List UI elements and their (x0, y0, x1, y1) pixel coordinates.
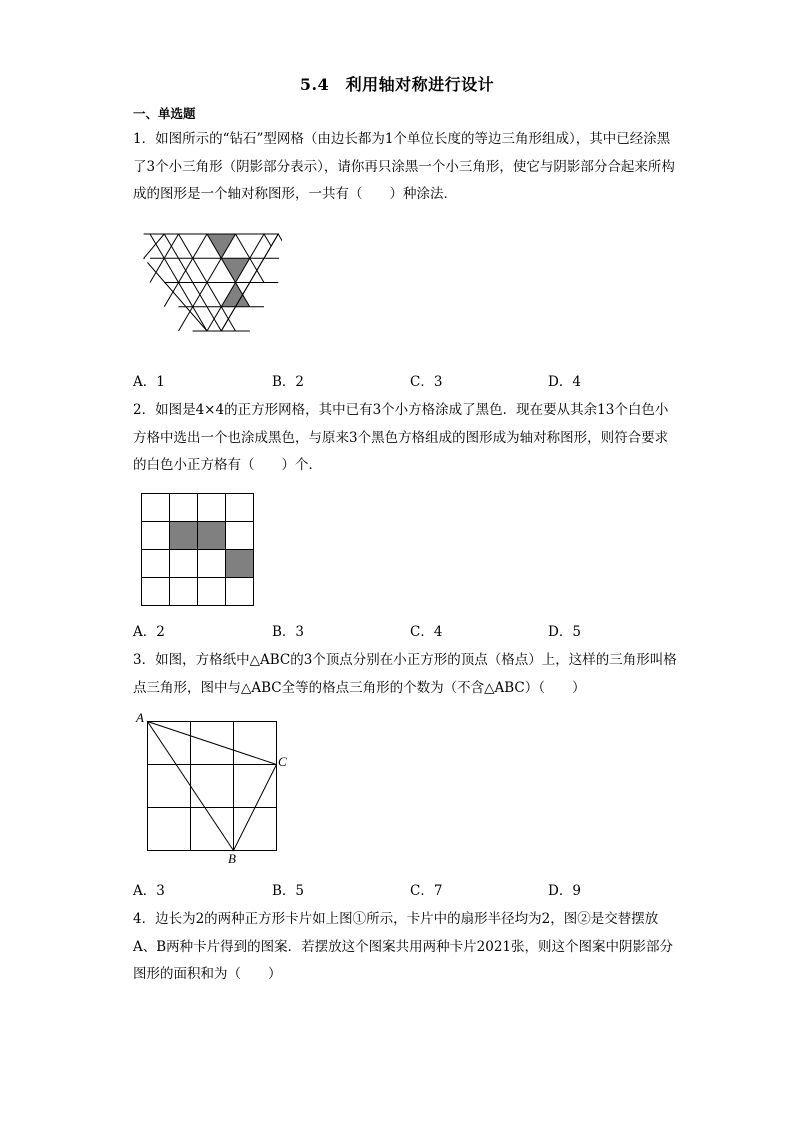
section-heading: 一、单选题 (133, 106, 196, 121)
triangle-abc-grid (130, 710, 300, 868)
option-c: C．3 (410, 374, 443, 390)
shaded-square (226, 550, 254, 578)
grid-outline (148, 722, 277, 851)
question-3-text: 3．如图，方格纸中△ABC的3个顶点分别在小正方形的顶点（格点）上，这样的三角形叫格点三角形，图中与△ABC全等的格点三角形的个数为（不含△ABC）（ ） (133, 652, 677, 696)
option-b: B．5 (272, 883, 305, 899)
option-d: D．4 (548, 374, 581, 390)
option-a: A．3 (133, 883, 165, 899)
question-3-options (133, 879, 678, 899)
triangle-abc (148, 722, 277, 851)
shaded-square (198, 522, 226, 550)
option-a: A．2 (133, 624, 165, 640)
question-1-options (133, 370, 678, 390)
option-b: B．3 (272, 624, 305, 640)
option-b: B．2 (272, 374, 305, 390)
shaded-triangle (221, 258, 250, 282)
question-2-options (133, 620, 678, 640)
shaded-square (170, 522, 198, 550)
shaded-triangle (221, 283, 250, 307)
question-2-text: 2．如图是4×4的正方形网格，其中已有3个小方格涂成了黑色．现在要从其余13个白色小方格中选出一个也涂成黑色，与原来3个黑色方格组成的图形成为轴对称图形，则符合要求的白色小正方格有（ ）个． (133, 402, 669, 473)
option-d: D．5 (548, 624, 581, 640)
shaded-triangle (207, 234, 236, 258)
question-4-text: 4．边长为2的两种正方形卡片如上图①所示，卡片中的扇形半径均为2，图②是交替摆放A、B两种卡片得到的图案．若摆放这个图案共用两种卡片2021张，则这个图案中阴影部分图形的面积和为（ ） (133, 911, 674, 982)
option-a: A．1 (133, 374, 165, 390)
option-d: D．9 (548, 883, 581, 899)
question-1-text: 1．如图所示的“钻石”型网格（由边长都为1个单位长度的等边三角形组成），其中已经涂黑了3个小三角形（阴影部分表示），请你再只涂黑一个小三角形，使它与阴影部分合起来所构成的图形是一个轴对称图形，一共有（ ）种涂法． (133, 131, 675, 202)
vertex-label-b: B (228, 851, 236, 866)
option-c: C．4 (410, 624, 443, 640)
option-c: C．7 (410, 883, 443, 899)
vertex-label-a: A (136, 710, 144, 725)
page-title: 5.4 利用轴对称进行设计 (299, 75, 495, 94)
square-grid-4x4 (140, 492, 256, 608)
diamond-triangle-grid (140, 233, 282, 349)
grid-line (264, 234, 271, 246)
vertex-label-c: C (278, 754, 287, 769)
